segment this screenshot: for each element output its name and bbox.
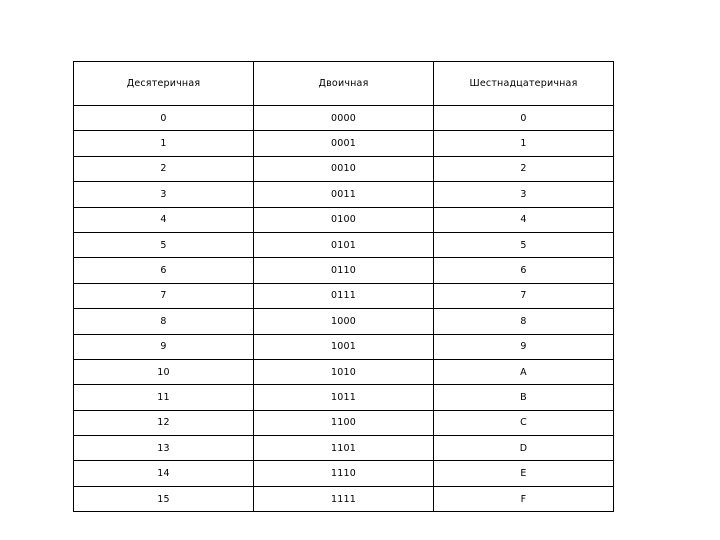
table-row	[74, 283, 614, 308]
hex-cell: F	[434, 486, 614, 511]
header-decimal: Десятеричная	[74, 62, 254, 106]
hex-cell: 6	[434, 258, 614, 283]
binary-cell: 0000	[254, 106, 434, 131]
table-row	[74, 461, 614, 486]
header-hexadecimal: Шестнадцатеричная	[434, 62, 614, 106]
decimal-cell: 6	[74, 258, 254, 283]
hex-cell: E	[434, 461, 614, 486]
hex-cell: 7	[434, 283, 614, 308]
decimal-cell: 11	[74, 385, 254, 410]
table-row	[74, 106, 614, 131]
binary-cell: 0110	[254, 258, 434, 283]
hex-cell: D	[434, 436, 614, 461]
decimal-cell: 14	[74, 461, 254, 486]
table-row	[74, 156, 614, 181]
table-row	[74, 436, 614, 461]
binary-cell: 0101	[254, 232, 434, 257]
binary-cell: 1010	[254, 359, 434, 384]
binary-cell: 0111	[254, 283, 434, 308]
header-row	[74, 62, 614, 106]
table-row	[74, 309, 614, 334]
table-row	[74, 207, 614, 232]
binary-cell: 0010	[254, 156, 434, 181]
binary-cell: 1111	[254, 486, 434, 511]
table-row	[74, 232, 614, 257]
table-row	[74, 182, 614, 207]
decimal-cell: 10	[74, 359, 254, 384]
table-row	[74, 410, 614, 435]
decimal-cell: 7	[74, 283, 254, 308]
hex-cell: 3	[434, 182, 614, 207]
table-row	[74, 359, 614, 384]
binary-cell: 1110	[254, 461, 434, 486]
hex-cell: B	[434, 385, 614, 410]
table-row	[74, 258, 614, 283]
hex-cell: 4	[434, 207, 614, 232]
binary-cell: 1101	[254, 436, 434, 461]
decimal-cell: 12	[74, 410, 254, 435]
header-binary: Двоичная	[254, 62, 434, 106]
binary-cell: 1001	[254, 334, 434, 359]
binary-cell: 0011	[254, 182, 434, 207]
binary-cell: 1011	[254, 385, 434, 410]
decimal-cell: 9	[74, 334, 254, 359]
decimal-cell: 2	[74, 156, 254, 181]
decimal-cell: 3	[74, 182, 254, 207]
table-row	[74, 131, 614, 156]
number-systems-table-container	[73, 61, 613, 512]
hex-cell: 9	[434, 334, 614, 359]
decimal-cell: 4	[74, 207, 254, 232]
hex-cell: 8	[434, 309, 614, 334]
hex-cell: A	[434, 359, 614, 384]
hex-cell: 1	[434, 131, 614, 156]
decimal-cell: 15	[74, 486, 254, 511]
hex-cell: 2	[434, 156, 614, 181]
hex-cell: C	[434, 410, 614, 435]
binary-cell: 0001	[254, 131, 434, 156]
table-row	[74, 385, 614, 410]
binary-cell: 1000	[254, 309, 434, 334]
number-systems-table	[73, 61, 614, 512]
binary-cell: 0100	[254, 207, 434, 232]
binary-cell: 1100	[254, 410, 434, 435]
decimal-cell: 0	[74, 106, 254, 131]
table-row	[74, 334, 614, 359]
table-row	[74, 486, 614, 511]
decimal-cell: 13	[74, 436, 254, 461]
hex-cell: 5	[434, 232, 614, 257]
decimal-cell: 1	[74, 131, 254, 156]
decimal-cell: 8	[74, 309, 254, 334]
hex-cell: 0	[434, 106, 614, 131]
decimal-cell: 5	[74, 232, 254, 257]
